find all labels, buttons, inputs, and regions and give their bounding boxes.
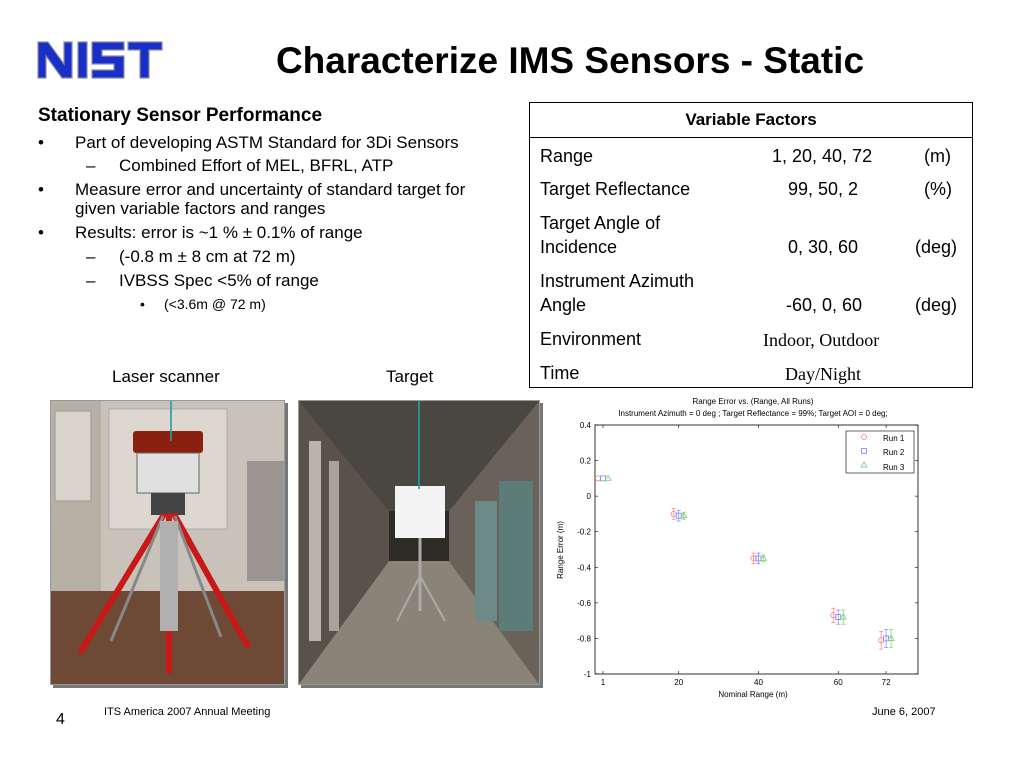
bullets-heading: Stationary Sensor Performance <box>38 105 323 126</box>
row-values: 99, 50, 2 <box>788 179 859 199</box>
bullet-continuation <box>75 199 325 219</box>
bullet-marker: • <box>140 296 145 312</box>
x-tick-label: 40 <box>754 678 763 687</box>
scanner-head <box>133 431 203 453</box>
row-name: Target Reflectance <box>540 179 691 199</box>
row-name: Incidence <box>540 237 618 257</box>
row-values: Day/Night <box>785 364 861 384</box>
wall-panel <box>55 411 91 501</box>
bullet-text: Results: error is ~1 % ± 0.1% of range <box>75 223 363 242</box>
row-values: 0, 30, 60 <box>788 237 859 257</box>
bullet-marker: • <box>38 180 44 199</box>
row-unit: (m) <box>924 146 951 166</box>
y-tick-label: -1 <box>583 670 591 679</box>
y-tick-label: -0.8 <box>577 634 591 644</box>
row-unit: (deg) <box>915 237 958 257</box>
chart-title: Range Error vs. (Range, All Runs) <box>692 397 814 406</box>
bullet-text: Measure error and uncertainty of standard target for <box>75 180 466 199</box>
legend-label: Run 1 <box>883 434 905 443</box>
bullet-marker: • <box>38 133 44 152</box>
bullet-text: (<3.6m @ 72 m) <box>164 296 266 312</box>
bullet-text: Combined Effort of MEL, BFRL, ATP <box>119 156 394 175</box>
slide-number: 4 <box>56 711 65 728</box>
bullet-text: Part of developing ASTM Standard for 3Di Sensors <box>75 133 459 152</box>
bullet-text: given variable factors and ranges <box>75 199 326 218</box>
row-name: Target Angle of <box>540 213 661 233</box>
tripod-column <box>160 521 178 631</box>
target-board <box>395 486 445 538</box>
table-header: Variable Factors <box>530 103 972 138</box>
footer-date: June 6, 2007 <box>872 706 936 718</box>
pipe <box>309 441 321 641</box>
cabinet <box>475 501 497 621</box>
y-axis-label: Range Error (m) <box>556 521 565 579</box>
slide-title: Characterize IMS Sensors - Static <box>275 40 865 81</box>
row-name: Environment <box>540 329 642 349</box>
legend-label: Run 2 <box>883 448 905 457</box>
row-unit: (deg) <box>915 295 958 315</box>
bullet-text: (-0.8 m ± 8 cm at 72 m) <box>119 247 296 266</box>
pipe <box>329 461 339 631</box>
bullet-marker: – <box>86 247 96 266</box>
scanner-mount <box>151 493 185 515</box>
x-tick-label: 1 <box>600 678 606 687</box>
target-photo <box>298 400 540 685</box>
y-tick-label: -0.2 <box>577 527 591 537</box>
bullet-marker: – <box>86 271 96 290</box>
cabinet <box>499 481 533 631</box>
chart-legend <box>846 431 914 473</box>
x-tick-label: 72 <box>881 678 891 687</box>
row-name: Range <box>540 146 594 166</box>
x-tick-label: 60 <box>833 678 843 687</box>
target-caption: Target <box>386 367 434 386</box>
range-error-chart <box>546 393 926 705</box>
y-tick-label: -0.4 <box>577 563 591 573</box>
y-tick-label: 0 <box>586 492 591 502</box>
bullet-text: IVBSS Spec <5% of range <box>119 271 319 290</box>
legend-label: Run 3 <box>883 463 905 472</box>
y-tick-label: 0.4 <box>579 421 591 430</box>
bullet-marker: – <box>86 156 96 175</box>
y-tick-label: -0.6 <box>577 598 591 608</box>
scanner-body <box>137 453 199 493</box>
variable-factors-table <box>529 102 973 388</box>
row-name: Angle <box>540 295 587 315</box>
footer-event: ITS America 2007 Annual Meeting <box>104 706 271 718</box>
laser-scanner-photo <box>50 400 285 685</box>
x-tick-label: 20 <box>674 678 684 687</box>
row-values: -60, 0, 60 <box>786 295 863 315</box>
laser-scanner-caption: Laser scanner <box>112 367 220 386</box>
row-name: Time <box>540 363 580 383</box>
y-tick-label: 0.2 <box>579 456 591 466</box>
row-unit: (%) <box>924 179 952 199</box>
bullet-marker: • <box>38 223 44 242</box>
row-values: 1, 20, 40, 72 <box>772 146 873 166</box>
chart-subtitle: Instrument Azimuth = 0 deg ; Target Reflectance = 99%; Target AOI = 0 deg; <box>618 409 888 418</box>
row-values: Indoor, Outdoor <box>763 330 880 350</box>
x-axis-label: Nominal Range (m) <box>718 690 788 699</box>
wall-door <box>247 461 284 581</box>
nist-logo <box>36 38 164 82</box>
row-name: Instrument Azimuth <box>540 271 695 291</box>
